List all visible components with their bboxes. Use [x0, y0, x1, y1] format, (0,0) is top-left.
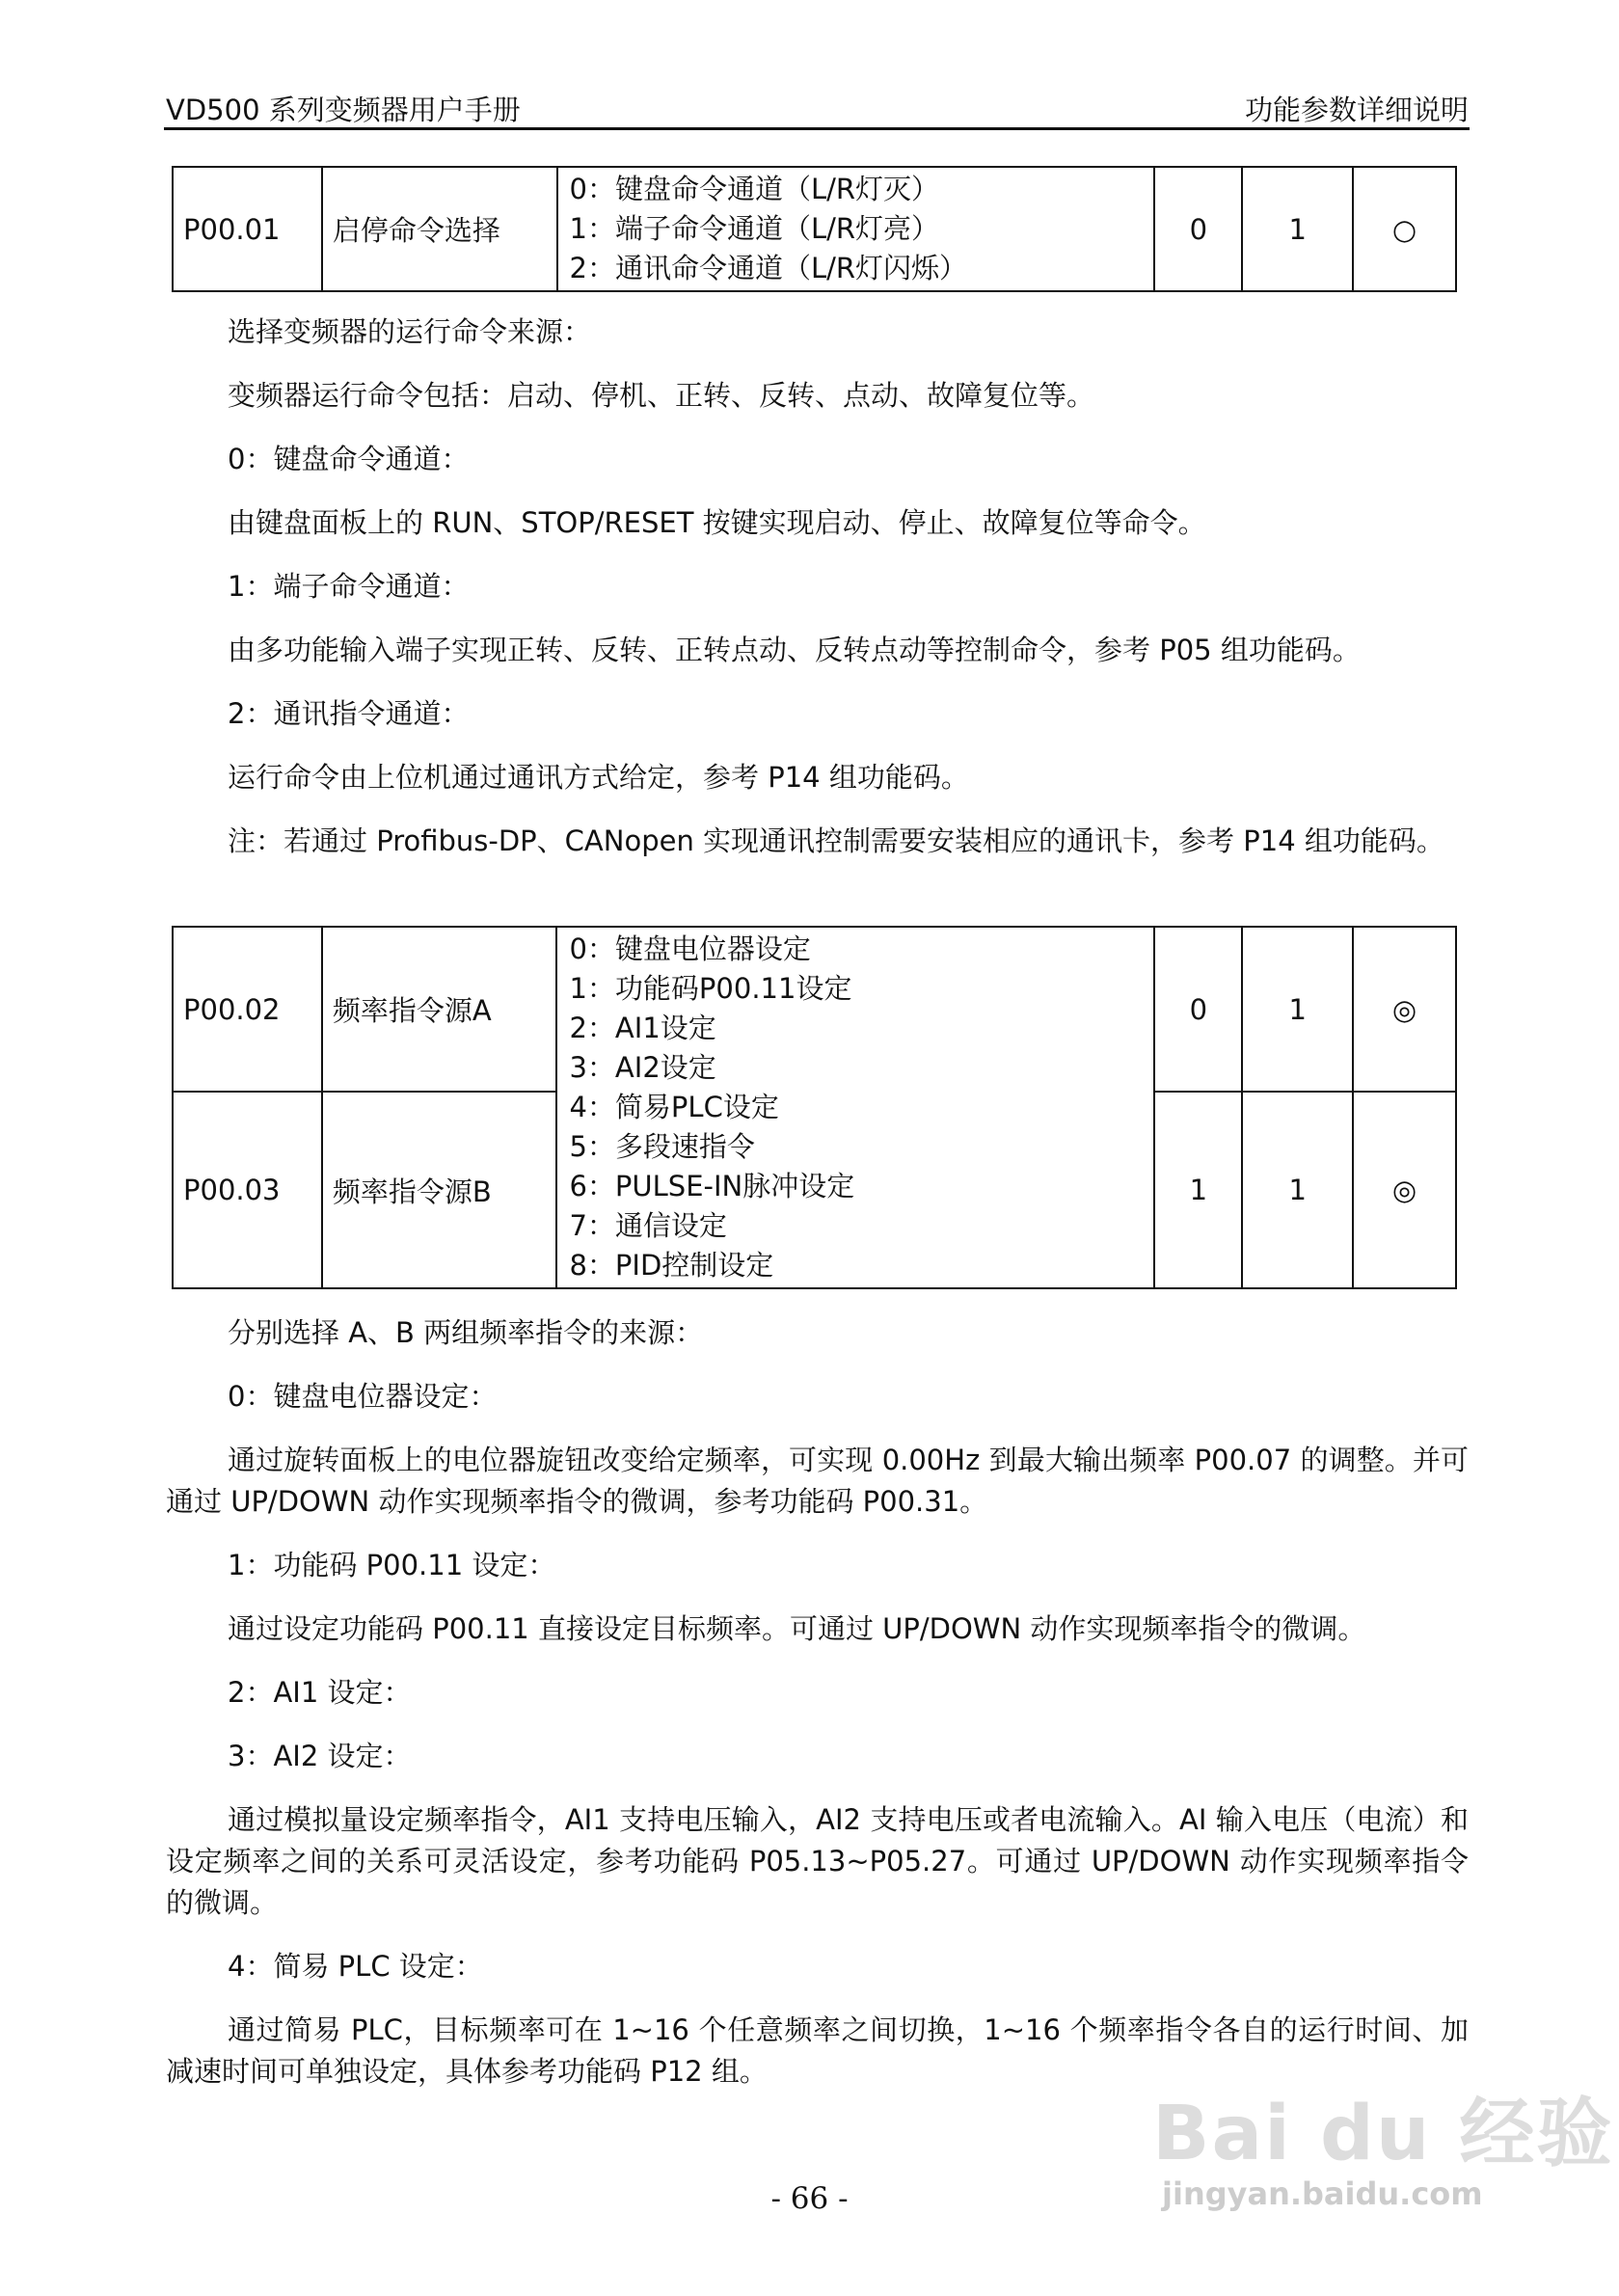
description-block-1: [166, 311, 1469, 884]
paragraph: 通过简易 PLC，目标频率可在 1~16 个任意频率之间切换，1~16 个频率指令各自的运行时间、加减速时间可单独设定，具体参考功能码 P12 组。: [166, 2013, 1469, 2088]
watermark-url: jingyan.baidu.com: [1162, 2175, 1483, 2212]
paragraph: 2：通讯指令通道：: [228, 697, 470, 730]
paragraph: 1：端子命令通道：: [228, 570, 470, 603]
header-manual-title: VD500 系列变频器用户手册: [166, 94, 521, 126]
param-attr1: 1: [1242, 927, 1353, 1092]
paragraph: 4：简易 PLC 设定：: [228, 1950, 483, 1983]
option: 6：PULSE-IN脉冲设定: [569, 1170, 855, 1202]
param-code: P00.02: [173, 927, 322, 1092]
param-code: P00.03: [173, 1092, 322, 1288]
option: 0：键盘电位器设定: [569, 932, 811, 965]
paragraph: 变频器运行命令包括：启动、停机、正转、反转、点动、故障复位等。: [228, 379, 1095, 412]
description-block-2: [166, 1312, 1469, 2115]
param-change-symbol: ◎: [1353, 1092, 1456, 1288]
param-default: 0: [1154, 927, 1242, 1092]
option: 8：PID控制设定: [569, 1249, 774, 1282]
paragraph: 由键盘面板上的 RUN、STOP/RESET 按键实现启动、停止、故障复位等命令。: [228, 506, 1206, 539]
paragraph: 通过旋转面板上的电位器旋钮改变给定频率，可实现 0.00Hz 到最大输出频率 P00.07 的调整。并可通过 UP/DOWN 动作实现频率指令的微调，参考功能码 P00.31。: [166, 1444, 1469, 1518]
page-number: - 66 -: [770, 2181, 849, 2216]
paragraph: 由多功能输入端子实现正转、反转、正转点动、反转点动等控制命令，参考 P05 组功能码。: [228, 634, 1361, 666]
option: 2：通讯命令通道（L/R灯闪烁）: [569, 252, 968, 284]
option: 7：通信设定: [569, 1209, 727, 1242]
param-options: [557, 167, 1155, 291]
option: 3：AI2设定: [569, 1051, 716, 1084]
option: 5：多段速指令: [569, 1130, 755, 1163]
param-name: 频率指令源A: [322, 927, 557, 1092]
table-row: [173, 927, 1456, 1092]
param-change-symbol: ○: [1353, 167, 1456, 291]
paragraph: 1：功能码 P00.11 设定：: [228, 1549, 556, 1581]
paragraph: 注：若通过 Profibus-DP、CANopen 实现通讯控制需要安装相应的通讯卡，参考 P14 组功能码。: [228, 824, 1444, 857]
option: 0：键盘命令通道（L/R灯灭）: [569, 173, 940, 205]
paragraph: 0：键盘命令通道：: [228, 443, 470, 475]
param-table-p00-01: [172, 166, 1457, 292]
table-row: [173, 167, 1456, 291]
paragraph: 选择变频器的运行命令来源：: [228, 315, 592, 348]
param-name: 频率指令源B: [322, 1092, 557, 1288]
watermark-logo: Bai du 经验: [1152, 2091, 1614, 2177]
param-code: P00.01: [173, 167, 322, 291]
param-attr1: 1: [1242, 167, 1353, 291]
param-table-p00-02-03: [172, 926, 1457, 1289]
option: 2：AI1设定: [569, 1012, 716, 1044]
paragraph: 2：AI1 设定：: [228, 1676, 412, 1709]
param-attr1: 1: [1242, 1092, 1353, 1288]
paragraph: 通过设定功能码 P00.11 直接设定目标频率。可通过 UP/DOWN 动作实现频率指令的微调。: [228, 1612, 1366, 1645]
option: 1：功能码P00.11设定: [569, 972, 852, 1005]
header-section-title: 功能参数详细说明: [1244, 94, 1469, 126]
paragraph: 运行命令由上位机通过通讯方式给定，参考 P14 组功能码。: [228, 761, 969, 794]
paragraph: 通过模拟量设定频率指令，AI1 支持电压输入，AI2 支持电压或者电流输入。AI 输入电压（电流）和设定频率之间的关系可灵活设定，参考功能码 P05.13~P05.27。可通过 UP/DOWN 动作实现频率指令的微调。: [166, 1803, 1469, 1919]
option: 4：简易PLC设定: [569, 1091, 779, 1123]
param-name: 启停命令选择: [322, 167, 557, 291]
param-change-symbol: ◎: [1353, 927, 1456, 1092]
param-options: [556, 927, 1154, 1288]
header-rule: [164, 127, 1470, 130]
paragraph: 0：键盘电位器设定：: [228, 1380, 498, 1413]
param-default: 0: [1154, 167, 1242, 291]
paragraph: 3：AI2 设定：: [228, 1740, 412, 1772]
option: 1：端子命令通道（L/R灯亮）: [569, 212, 940, 245]
param-default: 1: [1154, 1092, 1242, 1288]
paragraph: 分别选择 A、B 两组频率指令的来源：: [228, 1316, 704, 1349]
